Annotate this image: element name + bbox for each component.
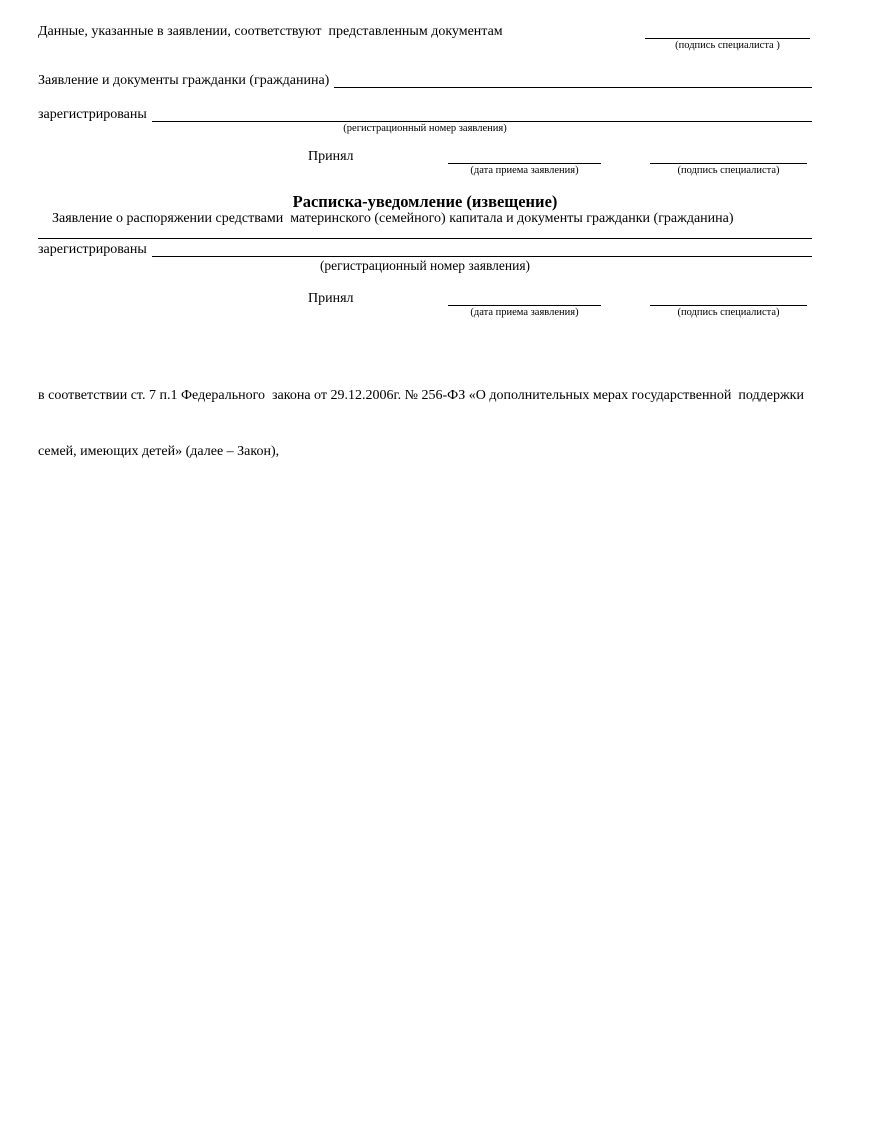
registration-number-blank-line-2[interactable] bbox=[152, 241, 812, 257]
specialist-signature-block-top bbox=[645, 22, 810, 52]
acceptance-date-line-1[interactable] bbox=[448, 149, 601, 164]
registered-row-1 bbox=[38, 106, 812, 122]
accepted-row-2 bbox=[38, 291, 812, 318]
legal-basis-paragraph bbox=[38, 350, 812, 498]
legal-basis-line-1: в соответствии ст. 7 п.1 Федерального закона от 29.12.2006г. № 256-ФЗ «О дополнительных мерах государственной поддержки bbox=[38, 388, 804, 403]
applicant-name-blank-line-2[interactable] bbox=[38, 227, 812, 239]
registered-label-2: зарегистрированы bbox=[38, 242, 147, 257]
verification-row bbox=[38, 22, 812, 52]
accepted-row-1 bbox=[38, 149, 812, 176]
acceptance-date-caption-2: (дата приема заявления) bbox=[470, 307, 579, 318]
applicant-docs-label: Заявление и документы гражданки (гражданина) bbox=[38, 73, 330, 88]
registration-number-caption-2: (регистрационный номер заявления) bbox=[319, 258, 531, 273]
registered-row-2 bbox=[38, 241, 812, 257]
specialist-signature-line-top[interactable] bbox=[645, 22, 810, 39]
acceptance-date-line-2[interactable] bbox=[448, 291, 601, 306]
accepted-by-label-1: Принял bbox=[308, 149, 354, 164]
registration-number-blank-line-1[interactable] bbox=[152, 106, 812, 122]
specialist-signature-line-1[interactable] bbox=[650, 149, 807, 164]
specialist-signature-block-1 bbox=[650, 149, 807, 177]
specialist-signature-caption-3: (подпись специалиста) bbox=[677, 307, 780, 318]
applicant-name-blank-line[interactable] bbox=[334, 72, 812, 88]
legal-basis-line-2: семей, имеющих детей» (далее – Закон), bbox=[38, 443, 280, 459]
registration-number-caption-1: (регистрационный номер заявления) bbox=[343, 123, 507, 134]
acceptance-date-caption-1: (дата приема заявления) bbox=[470, 165, 579, 176]
receipt-title: Расписка-уведомление (извещение) bbox=[292, 192, 558, 211]
applicant-docs-row bbox=[38, 72, 812, 88]
acceptance-date-block-1 bbox=[448, 149, 601, 177]
specialist-signature-block-3 bbox=[650, 291, 807, 319]
specialist-signature-line-3[interactable] bbox=[650, 291, 807, 306]
receipt-subtitle: Заявление о распоряжении средствами материнского (семейного) капитала и документы гражданки (гражданина) bbox=[52, 211, 734, 226]
acceptance-date-block-2 bbox=[448, 291, 601, 319]
registered-label-1: зарегистрированы bbox=[38, 107, 147, 122]
specialist-signature-caption-top: (подпись специалиста ) bbox=[675, 40, 780, 51]
specialist-signature-caption-1: (подпись специалиста) bbox=[677, 165, 780, 176]
accepted-by-label-2: Принял bbox=[308, 291, 354, 306]
verification-text: Данные, указанные в заявлении, соответствуют представленным документам bbox=[38, 24, 503, 39]
